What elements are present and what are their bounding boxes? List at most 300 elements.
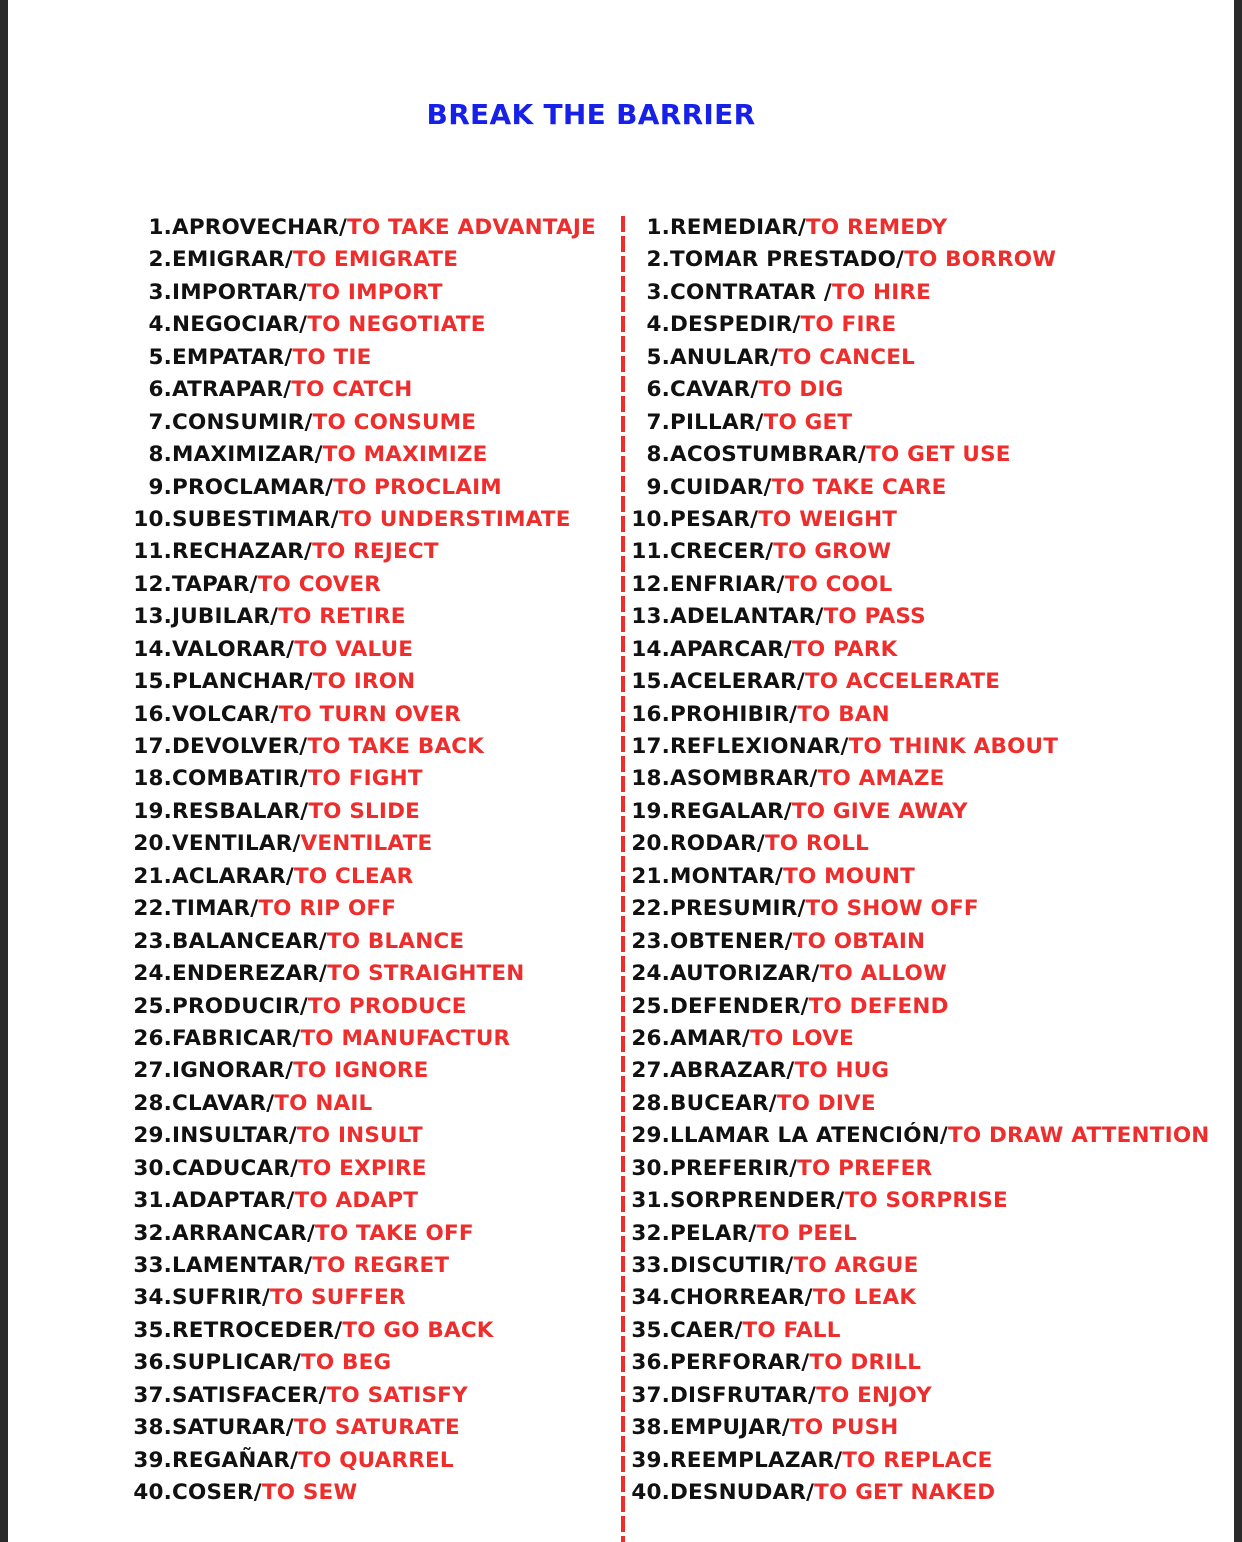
vocab-item bbox=[132, 472, 612, 504]
item-number: 14. bbox=[631, 636, 670, 662]
vocab-item bbox=[132, 861, 612, 893]
english-translation: TO NEGOTIATE bbox=[307, 312, 486, 338]
item-number: 22. bbox=[133, 896, 172, 922]
vocab-list-left bbox=[132, 212, 612, 1510]
spanish-word: MAXIMIZAR/ bbox=[172, 442, 323, 468]
spanish-word: ACOSTUMBRAR/ bbox=[670, 442, 867, 468]
page-title: BREAK THE BARRIER bbox=[426, 98, 756, 131]
vocab-item bbox=[630, 1185, 1230, 1217]
english-translation: TO PEEL bbox=[756, 1220, 858, 1246]
vocab-item bbox=[630, 1380, 1230, 1412]
english-translation: TO LEAK bbox=[812, 1285, 917, 1311]
vocab-item bbox=[630, 1282, 1230, 1314]
vocab-item bbox=[630, 472, 1230, 504]
spanish-word: SUPLICAR/ bbox=[172, 1350, 302, 1376]
vocab-item bbox=[132, 1088, 612, 1120]
spanish-word: PESAR/ bbox=[670, 506, 759, 532]
english-translation: TO BLANCE bbox=[326, 928, 465, 954]
english-translation: TO EXPIRE bbox=[298, 1155, 427, 1181]
item-number: 30. bbox=[133, 1155, 172, 1181]
english-translation: TO GO BACK bbox=[342, 1317, 494, 1343]
english-translation: TO IGNORE bbox=[293, 1058, 429, 1084]
item-number: 1. bbox=[646, 215, 670, 240]
item-number: 31. bbox=[631, 1188, 670, 1214]
vocab-item bbox=[630, 1412, 1230, 1444]
spanish-word: ANULAR/ bbox=[670, 344, 779, 370]
english-translation: TO SATURATE bbox=[293, 1415, 460, 1441]
english-translation: TO BORROW bbox=[904, 247, 1057, 273]
english-translation: TO AMAZE bbox=[817, 766, 945, 792]
vocab-item bbox=[132, 634, 612, 666]
item-number: 36. bbox=[631, 1350, 670, 1376]
item-number: 29. bbox=[133, 1123, 172, 1149]
vocab-item bbox=[132, 763, 612, 795]
spanish-word: ATRAPAR/ bbox=[172, 377, 292, 403]
spanish-word: PRODUCIR/ bbox=[172, 993, 308, 1019]
english-translation: TO GET bbox=[763, 409, 853, 435]
english-translation: TO ROLL bbox=[764, 831, 869, 857]
english-translation: TO MAXIMIZE bbox=[322, 442, 488, 468]
item-number: 20. bbox=[133, 831, 172, 857]
vocab-item bbox=[630, 731, 1230, 763]
vocab-item bbox=[630, 569, 1230, 601]
vocab-item bbox=[132, 342, 612, 374]
vocab-item bbox=[630, 1088, 1230, 1120]
english-translation: TO DIVE bbox=[776, 1090, 876, 1116]
vocab-item bbox=[630, 1315, 1230, 1347]
english-translation: TO NAIL bbox=[274, 1090, 373, 1116]
english-translation: TO QUARREL bbox=[298, 1447, 454, 1473]
spanish-word: TOMAR PRESTADO/ bbox=[670, 247, 905, 273]
vocab-item bbox=[630, 926, 1230, 958]
vocab-item bbox=[132, 1055, 612, 1087]
vocab-item bbox=[630, 699, 1230, 731]
english-translation: TO ENJOY bbox=[816, 1382, 932, 1408]
spanish-word: OBTENER/ bbox=[670, 928, 793, 954]
item-number: 10. bbox=[133, 506, 172, 532]
vocab-item bbox=[132, 1023, 612, 1055]
english-translation: TO WEIGHT bbox=[758, 506, 898, 532]
english-translation: TO RIP OFF bbox=[258, 896, 397, 922]
english-translation: TO DEFEND bbox=[808, 993, 949, 1019]
vocab-item bbox=[630, 1023, 1230, 1055]
english-translation: TO MOUNT bbox=[783, 863, 915, 889]
item-number: 37. bbox=[631, 1382, 670, 1408]
spanish-word: ADAPTAR/ bbox=[172, 1188, 295, 1214]
spanish-word: VENTILAR/ bbox=[172, 831, 301, 857]
english-translation: TO EMIGRATE bbox=[292, 247, 459, 273]
spanish-word: DESNUDAR/ bbox=[670, 1480, 815, 1506]
english-translation: TO UNDERSTIMATE bbox=[338, 506, 571, 532]
spanish-word: CADUCAR/ bbox=[172, 1155, 299, 1181]
item-number: 31. bbox=[133, 1188, 172, 1214]
item-number: 24. bbox=[631, 961, 670, 987]
spanish-word: EMIGRAR/ bbox=[172, 247, 293, 273]
vocab-item bbox=[630, 374, 1230, 406]
item-number: 40. bbox=[133, 1480, 172, 1506]
item-number: 12. bbox=[631, 571, 670, 597]
english-translation: TO TAKE OFF bbox=[315, 1220, 474, 1246]
vocab-item bbox=[132, 1153, 612, 1185]
spanish-word: ASOMBRAR/ bbox=[670, 766, 818, 792]
item-number: 17. bbox=[631, 734, 670, 759]
vocab-item bbox=[132, 796, 612, 828]
vocab-item bbox=[132, 1477, 612, 1509]
vocab-item bbox=[630, 1445, 1230, 1477]
item-number: 32. bbox=[631, 1220, 670, 1246]
vocab-item bbox=[630, 991, 1230, 1023]
item-number: 34. bbox=[133, 1285, 172, 1311]
item-number: 4. bbox=[646, 312, 670, 338]
vocab-item bbox=[132, 1282, 612, 1314]
english-translation: TO REJECT bbox=[312, 539, 439, 565]
english-translation: TO TAKE ADVANTAJE bbox=[347, 215, 596, 240]
item-number: 16. bbox=[133, 701, 172, 727]
item-number: 7. bbox=[646, 409, 670, 435]
spanish-word: REFLEXIONAR/ bbox=[670, 734, 849, 759]
item-number: 39. bbox=[133, 1447, 172, 1473]
item-number: 28. bbox=[631, 1090, 670, 1116]
english-translation: TO CATCH bbox=[291, 377, 413, 403]
item-number: 24. bbox=[133, 961, 172, 987]
item-number: 22. bbox=[631, 896, 670, 922]
item-number: 6. bbox=[646, 377, 670, 403]
spanish-word: DISCUTIR/ bbox=[670, 1253, 794, 1278]
vocab-item bbox=[132, 569, 612, 601]
spanish-word: DEVOLVER/ bbox=[172, 734, 308, 759]
vocab-item bbox=[630, 536, 1230, 568]
item-number: 13. bbox=[133, 604, 172, 630]
vocab-item bbox=[132, 991, 612, 1023]
vocab-item bbox=[630, 796, 1230, 828]
english-translation: TO CONSUME bbox=[312, 409, 477, 435]
item-number: 19. bbox=[133, 798, 172, 824]
vocab-item bbox=[132, 893, 612, 925]
spanish-word: ABRAZAR/ bbox=[670, 1058, 795, 1084]
spanish-word: DISFRUTAR/ bbox=[670, 1382, 817, 1408]
english-translation: TO VALUE bbox=[294, 636, 414, 662]
english-translation: TO IRON bbox=[312, 669, 416, 695]
spanish-word: SUBESTIMAR/ bbox=[172, 506, 339, 532]
spanish-word: IMPORTAR/ bbox=[172, 279, 307, 305]
spanish-word: AUTORIZAR/ bbox=[670, 961, 820, 987]
spanish-word: REMEDIAR/ bbox=[670, 215, 807, 240]
vocab-item bbox=[630, 439, 1230, 471]
english-translation: TO GIVE AWAY bbox=[791, 798, 968, 824]
english-translation: TO FIRE bbox=[800, 312, 897, 338]
vocab-item bbox=[132, 666, 612, 698]
english-translation: TO PASS bbox=[823, 604, 926, 630]
spanish-word: RECHAZAR/ bbox=[172, 539, 313, 565]
vocab-item bbox=[132, 958, 612, 990]
english-translation: TO REMEDY bbox=[806, 215, 948, 240]
vocab-item bbox=[630, 407, 1230, 439]
vocab-item bbox=[132, 1120, 612, 1152]
item-number: 14. bbox=[133, 636, 172, 662]
spanish-word: TIMAR/ bbox=[172, 896, 259, 922]
vocab-item bbox=[630, 1347, 1230, 1379]
item-number: 39. bbox=[631, 1447, 670, 1473]
spanish-word: BALANCEAR/ bbox=[172, 928, 327, 954]
spanish-word: CLAVAR/ bbox=[172, 1090, 275, 1116]
english-translation: TO FALL bbox=[742, 1317, 841, 1343]
page-edge-left bbox=[0, 0, 8, 1542]
vocab-item bbox=[630, 666, 1230, 698]
item-number: 1. bbox=[148, 215, 172, 240]
spanish-word: REGAÑAR/ bbox=[172, 1447, 299, 1473]
spanish-word: RESBALAR/ bbox=[172, 798, 309, 824]
vocab-item bbox=[630, 342, 1230, 374]
english-translation: TO IMPORT bbox=[306, 279, 443, 305]
item-number: 25. bbox=[133, 993, 172, 1019]
item-number: 8. bbox=[148, 442, 172, 468]
english-translation: TO DRAW ATTENTION bbox=[947, 1123, 1210, 1149]
english-translation: TO CANCEL bbox=[778, 344, 916, 370]
spanish-word: PELAR/ bbox=[670, 1220, 757, 1246]
english-translation: TO GET NAKED bbox=[814, 1480, 996, 1506]
english-translation: TO PROCLAIM bbox=[333, 474, 502, 500]
item-number: 5. bbox=[148, 344, 172, 370]
spanish-word: ARRANCAR/ bbox=[172, 1220, 316, 1246]
spanish-word: LLAMAR LA ATENCIÓN/ bbox=[670, 1123, 948, 1149]
vocab-item bbox=[132, 374, 612, 406]
english-translation: TO REGRET bbox=[312, 1253, 450, 1278]
vocab-item bbox=[132, 536, 612, 568]
spanish-word: RODAR/ bbox=[670, 831, 765, 857]
item-number: 37. bbox=[133, 1382, 172, 1408]
spanish-word: REEMPLAZAR/ bbox=[670, 1447, 843, 1473]
vocab-item bbox=[132, 1218, 612, 1250]
item-number: 2. bbox=[148, 247, 172, 273]
vocab-item bbox=[630, 634, 1230, 666]
vocab-item bbox=[132, 731, 612, 763]
vocab-item bbox=[630, 893, 1230, 925]
vocab-item bbox=[132, 926, 612, 958]
item-number: 5. bbox=[646, 344, 670, 370]
english-translation: TO SEW bbox=[261, 1480, 358, 1506]
english-translation: TO ALLOW bbox=[819, 961, 947, 987]
english-translation: TO LOVE bbox=[750, 1025, 854, 1051]
english-translation: TO SHOW OFF bbox=[805, 896, 979, 922]
english-translation: TO SATISFY bbox=[326, 1382, 468, 1408]
vocab-item bbox=[132, 309, 612, 341]
spanish-word: VOLCAR/ bbox=[172, 701, 279, 727]
english-translation: TO BAN bbox=[797, 701, 890, 727]
spanish-word: CONTRATAR / bbox=[670, 279, 832, 305]
item-number: 26. bbox=[631, 1025, 670, 1051]
item-number: 17. bbox=[133, 734, 172, 759]
english-translation: TO PARK bbox=[792, 636, 898, 662]
vocab-item bbox=[630, 504, 1230, 536]
vocab-item bbox=[132, 1347, 612, 1379]
vocab-item bbox=[630, 1218, 1230, 1250]
english-translation: TO PRODUCE bbox=[307, 993, 467, 1019]
spanish-word: ADELANTAR/ bbox=[670, 604, 824, 630]
item-number: 4. bbox=[148, 312, 172, 338]
spanish-word: APROVECHAR/ bbox=[172, 215, 347, 240]
spanish-word: SATISFACER/ bbox=[172, 1382, 327, 1408]
english-translation: TO HIRE bbox=[831, 279, 932, 305]
spanish-word: SORPRENDER/ bbox=[670, 1188, 845, 1214]
item-number: 35. bbox=[133, 1317, 172, 1343]
vocab-item bbox=[630, 861, 1230, 893]
item-number: 8. bbox=[646, 442, 670, 468]
item-number: 27. bbox=[631, 1058, 670, 1084]
spanish-word: BUCEAR/ bbox=[670, 1090, 777, 1116]
english-translation: TO CLEAR bbox=[293, 863, 414, 889]
english-translation: TO FIGHT bbox=[307, 766, 423, 792]
vocab-item bbox=[630, 309, 1230, 341]
item-number: 27. bbox=[133, 1058, 172, 1084]
spanish-word: CHORREAR/ bbox=[670, 1285, 813, 1311]
english-translation: TO SUFFER bbox=[270, 1285, 406, 1311]
english-translation: TO TIE bbox=[292, 344, 372, 370]
item-number: 21. bbox=[133, 863, 172, 889]
spanish-word: ENDEREZAR/ bbox=[172, 961, 328, 987]
vocab-item bbox=[630, 244, 1230, 276]
vocab-item bbox=[132, 601, 612, 633]
item-number: 20. bbox=[631, 831, 670, 857]
item-number: 11. bbox=[631, 539, 670, 565]
english-translation: TO PREFER bbox=[797, 1155, 933, 1181]
spanish-word: IGNORAR/ bbox=[172, 1058, 294, 1084]
vocab-item bbox=[630, 1250, 1230, 1282]
item-number: 15. bbox=[133, 669, 172, 695]
spanish-word: NEGOCIAR/ bbox=[172, 312, 308, 338]
item-number: 28. bbox=[133, 1090, 172, 1116]
item-number: 32. bbox=[133, 1220, 172, 1246]
item-number: 35. bbox=[631, 1317, 670, 1343]
item-number: 11. bbox=[133, 539, 172, 565]
english-translation: TO ACCELERATE bbox=[804, 669, 1001, 695]
spanish-word: COSER/ bbox=[172, 1480, 262, 1506]
english-translation: TO ADAPT bbox=[294, 1188, 419, 1214]
item-number: 9. bbox=[148, 474, 172, 500]
item-number: 10. bbox=[631, 506, 670, 532]
spanish-word: EMPUJAR/ bbox=[670, 1415, 790, 1441]
item-number: 23. bbox=[631, 928, 670, 954]
english-translation: TO INSULT bbox=[296, 1123, 423, 1149]
item-number: 34. bbox=[631, 1285, 670, 1311]
spanish-word: PRESUMIR/ bbox=[670, 896, 806, 922]
vocab-item bbox=[132, 699, 612, 731]
item-number: 40. bbox=[631, 1480, 670, 1506]
vocab-item bbox=[630, 1120, 1230, 1152]
spanish-word: CAVAR/ bbox=[670, 377, 759, 403]
spanish-word: ENFRIAR/ bbox=[670, 571, 785, 597]
vocab-item bbox=[132, 439, 612, 471]
vocab-item bbox=[630, 601, 1230, 633]
vocab-item bbox=[630, 958, 1230, 990]
vocab-item bbox=[630, 763, 1230, 795]
spanish-word: SUFRIR/ bbox=[172, 1285, 270, 1311]
english-translation: TO BEG bbox=[301, 1350, 392, 1376]
vocab-item bbox=[630, 1153, 1230, 1185]
vocab-item bbox=[630, 1477, 1230, 1509]
item-number: 9. bbox=[646, 474, 670, 500]
spanish-word: APARCAR/ bbox=[670, 636, 793, 662]
item-number: 3. bbox=[646, 279, 670, 305]
vocab-item bbox=[132, 407, 612, 439]
vocab-item bbox=[132, 1412, 612, 1444]
spanish-word: ACLARAR/ bbox=[172, 863, 294, 889]
english-translation: TO SLIDE bbox=[308, 798, 421, 824]
item-number: 33. bbox=[133, 1253, 172, 1278]
english-translation: TO RETIRE bbox=[278, 604, 406, 630]
english-translation: TO COOL bbox=[784, 571, 893, 597]
english-translation: TO TAKE CARE bbox=[771, 474, 947, 500]
item-number: 30. bbox=[631, 1155, 670, 1181]
english-translation: TO TURN OVER bbox=[278, 701, 462, 727]
vocab-item bbox=[630, 1055, 1230, 1087]
english-translation: TO DRILL bbox=[809, 1350, 922, 1376]
spanish-word: SATURAR/ bbox=[172, 1415, 294, 1441]
item-number: 13. bbox=[631, 604, 670, 630]
english-translation: TO HUG bbox=[794, 1058, 890, 1084]
spanish-word: EMPATAR/ bbox=[172, 344, 293, 370]
english-translation: TO COVER bbox=[257, 571, 382, 597]
vocab-item bbox=[132, 1445, 612, 1477]
item-number: 19. bbox=[631, 798, 670, 824]
vocab-item bbox=[132, 244, 612, 276]
spanish-word: CRECER/ bbox=[670, 539, 774, 565]
spanish-word: JUBILAR/ bbox=[172, 604, 279, 630]
spanish-word: CONSUMIR/ bbox=[172, 409, 313, 435]
spanish-word: PERFORAR/ bbox=[670, 1350, 810, 1376]
spanish-word: MONTAR/ bbox=[670, 863, 784, 889]
spanish-word: TAPAR/ bbox=[172, 571, 258, 597]
english-translation: TO ARGUE bbox=[793, 1253, 919, 1278]
item-number: 2. bbox=[646, 247, 670, 273]
item-number: 6. bbox=[148, 377, 172, 403]
item-number: 21. bbox=[631, 863, 670, 889]
item-number: 26. bbox=[133, 1025, 172, 1051]
item-number: 15. bbox=[631, 669, 670, 695]
english-translation: TO DIG bbox=[758, 377, 844, 403]
vocab-item bbox=[132, 1185, 612, 1217]
spanish-word: INSULTAR/ bbox=[172, 1123, 297, 1149]
item-number: 29. bbox=[631, 1123, 670, 1149]
english-translation: TO MANUFACTUR bbox=[300, 1025, 511, 1051]
item-number: 36. bbox=[133, 1350, 172, 1376]
column-divider bbox=[621, 216, 625, 1542]
spanish-word: PLANCHAR/ bbox=[172, 669, 313, 695]
vocab-item bbox=[132, 1250, 612, 1282]
english-translation: TO STRAIGHTEN bbox=[327, 961, 525, 987]
vocab-item bbox=[132, 1315, 612, 1347]
page-edge-right bbox=[1234, 0, 1242, 1542]
item-number: 12. bbox=[133, 571, 172, 597]
item-number: 23. bbox=[133, 928, 172, 954]
item-number: 16. bbox=[631, 701, 670, 727]
spanish-word: RETROCEDER/ bbox=[172, 1317, 343, 1343]
spanish-word: PILLAR/ bbox=[670, 409, 764, 435]
spanish-word: COMBATIR/ bbox=[172, 766, 308, 792]
vocab-list-right bbox=[630, 212, 1230, 1510]
spanish-word: REGALAR/ bbox=[670, 798, 792, 824]
vocab-item bbox=[630, 212, 1230, 244]
vocab-item bbox=[132, 1380, 612, 1412]
english-translation: TO THINK ABOUT bbox=[848, 734, 1059, 759]
english-translation: TO GROW bbox=[773, 539, 892, 565]
vocab-item bbox=[132, 212, 612, 244]
english-translation: TO PUSH bbox=[789, 1415, 899, 1441]
spanish-word: ACELERAR/ bbox=[670, 669, 805, 695]
item-number: 25. bbox=[631, 993, 670, 1019]
spanish-word: LAMENTAR/ bbox=[172, 1253, 313, 1278]
spanish-word: DEFENDER/ bbox=[670, 993, 809, 1019]
spanish-word: AMAR/ bbox=[670, 1025, 751, 1051]
